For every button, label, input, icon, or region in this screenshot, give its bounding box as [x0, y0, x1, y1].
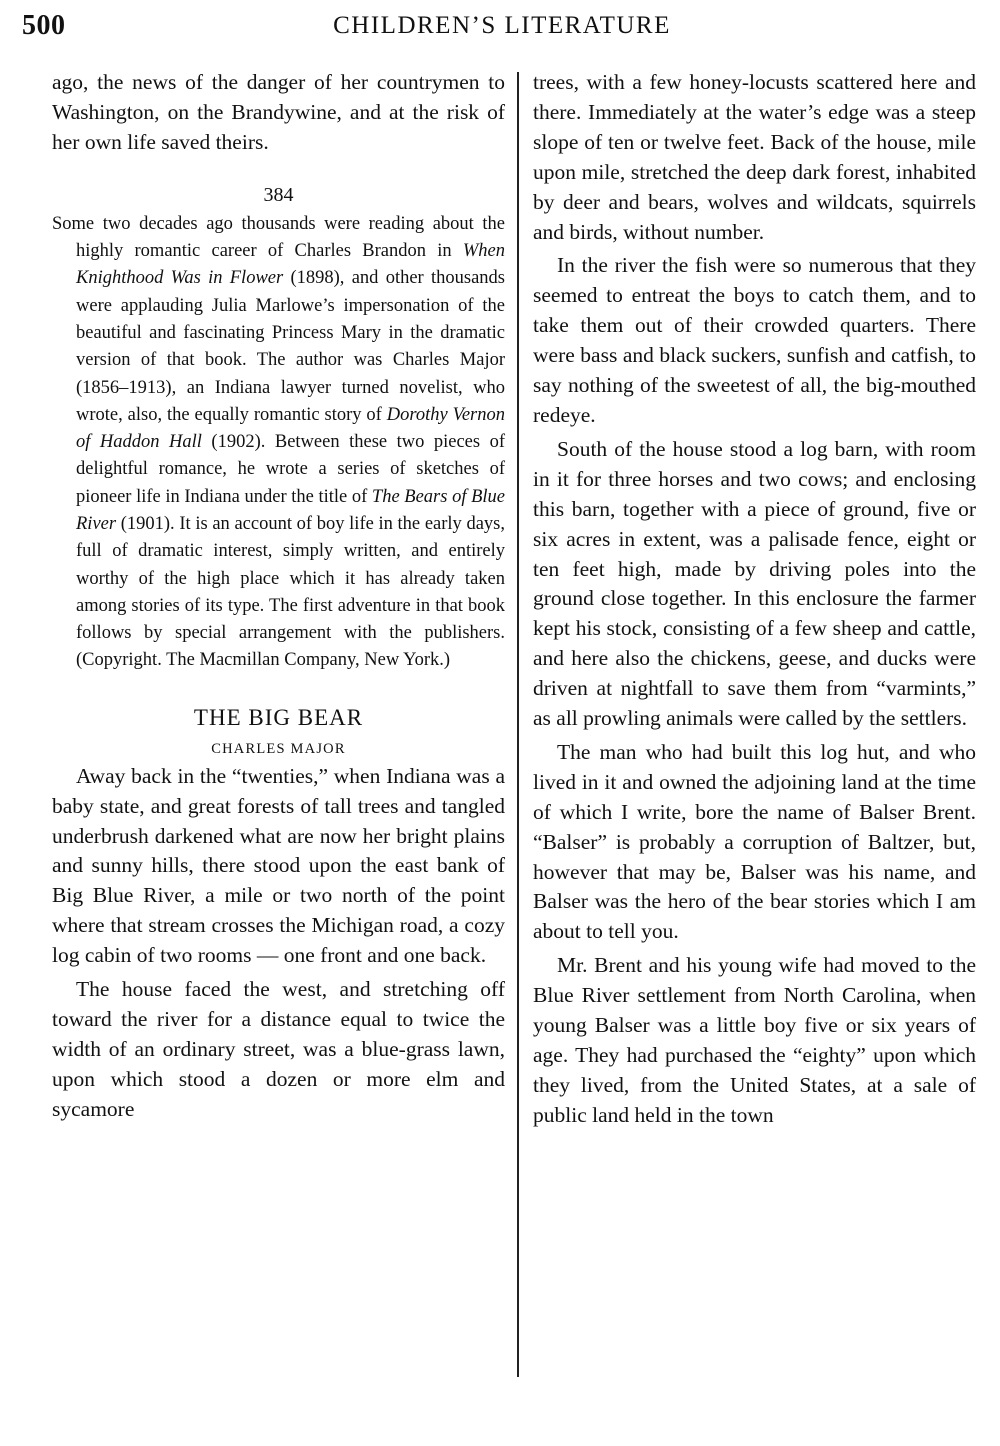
- running-head: CHILDREN’S LITERATURE: [333, 12, 671, 39]
- story-paragraph: Away back in the “twenties,” when Indiana was a baby state, and great forests of tall trees and tangled underbrush darkened what are now her bright plains and sunny hills, there stood upon the east bank of Big Blue River, a mile or two north of the point where that stream crosses the Michigan road, a cozy log cabin of two rooms — one front and one back.: [52, 763, 505, 968]
- story-paragraph: The man who had built this log hut, and who lived in it and owned the adjoining land at the time of which I write, bore the name of Balser Brent. “Balser” is probably a corruption of Baltzer, but, however that may be, Balser was his name, and Balser was the hero of the bear stories which I am about to tell you.: [533, 739, 976, 944]
- column-divider: [517, 72, 519, 1377]
- story-paragraph: South of the house stood a log barn, with room in it for three horses and two cows; and enclosing this barn, together with a piece of ground, five or six acres in extent, was a palisade fence, eight or ten feet high, made by driving poles into the ground close together. In this enclosure the farmer kept his stock, consisting of a few sheep and cattle, and here also the chickens, geese, and ducks were driven at nightfall to save them from “varmints,” as all prowling animals were called by the settlers.: [533, 436, 976, 731]
- introductory-note: [52, 211, 505, 675]
- book-title: The Bears of Blue River: [76, 486, 505, 534]
- page-header: [22, 10, 982, 50]
- book-title: Dorothy Vernon of Haddon Hall: [76, 404, 506, 453]
- entry-number: 384: [263, 183, 294, 206]
- story-paragraph: In the river the fish were so numerous that they seemed to entreat the boys to catch them, and to take them out of their crowded quarters. There were bass and black suckers, sunfish and catfish, to say nothing of the sweetest of all, the big-mouthed redeye.: [533, 253, 976, 427]
- page-number: 500: [22, 10, 66, 41]
- story-paragraph: Mr. Brent and his young wife had moved to the Blue River settlement from North Carolina, when young Balser was a little boy five or six years of age. They had purchased the “eighty” upon which they lived, from the United States, at a sale of public land held in the town: [533, 953, 976, 1127]
- note-text: (1902). Between these two pieces of delightful romance, he wrote a series of sketches of pioneer life in Indiana under the title of: [76, 432, 505, 507]
- story-paragraph: trees, with a few honey-locusts scattered here and there. Immediately at the water’s edge was a steep slope of ten or twelve feet. Back of the house, mile upon mile, stretched the deep dark forest, inhabited by deer and bears, wolves and wildcats, squirrels and birds, without number.: [533, 70, 976, 244]
- note-text: (1901). It is an account of boy life in the early days, full of dramatic interest, simply written, and entirely worthy of the high place which it has already taken among stories of its type. The first adventure in that book follows by special arrangement with the publishers. (Copyright. The Macmillan Company, New York.): [76, 513, 505, 671]
- story-title: THE BIG BEAR: [193, 704, 364, 730]
- left-column: [52, 68, 505, 1125]
- note-text: Some two decades ago thousands were reading about the highly romantic career of Charles Brandon in: [52, 213, 505, 262]
- book-title: When Knighthood Was in Flower: [76, 241, 505, 289]
- story-author: CHARLES MAJOR: [211, 740, 346, 757]
- right-column: [533, 68, 976, 1131]
- story-paragraph: The house faced the west, and stretching off toward the river for a distance equal to twice the width of an ordinary street, was a blue-grass lawn, upon which stood a dozen or more elm and sycamore: [52, 977, 505, 1121]
- continuation-paragraph: ago, the news of the danger of her countrymen to Washington, on the Brandywine, and at the risk of her own life saved theirs.: [52, 70, 505, 154]
- note-text: (1898), and other thousands were applauding Julia Marlowe’s impersonation of the beautiful and fascinating Princess Mary in the dramatic version of that book. The author was Charles Major (1856–1913), an Indiana lawyer turned novelist, who wrote, also, the equally romantic story of: [76, 268, 505, 425]
